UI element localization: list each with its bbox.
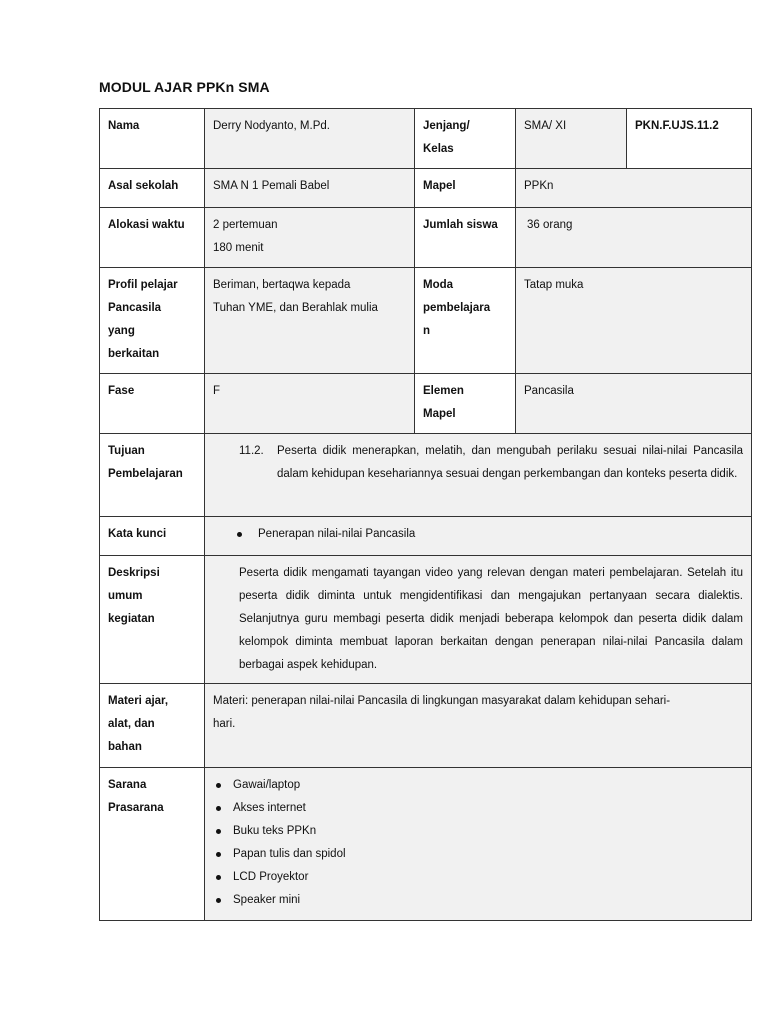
mapel-label: Mapel: [415, 169, 516, 208]
sarana-label: [100, 768, 205, 921]
row-asal: [100, 169, 752, 208]
nama-label: Nama: [100, 109, 205, 169]
moda-value: Tatap muka: [516, 268, 752, 374]
kata-kunci-label: Kata kunci: [100, 517, 205, 556]
alokasi-value-line1: 2 pertemuan: [213, 219, 278, 231]
tujuan-value: [205, 434, 752, 517]
page-title: MODUL AJAR PPKn SMA: [99, 79, 270, 95]
materi-label-line: bahan: [108, 741, 142, 753]
kata-kunci-value: [205, 517, 752, 556]
elemen-label-line1: Elemen: [423, 385, 464, 397]
jenjang-label: [415, 109, 516, 169]
deskripsi-label-line: umum: [108, 590, 143, 602]
materi-text-line1: Materi: penerapan nilai-nilai Pancasila di lingkungan masyarakat dalam kehidupan sehari-: [213, 695, 671, 707]
deskripsi-label-line: kegiatan: [108, 613, 155, 625]
fase-value: F: [205, 374, 415, 434]
profil-value-line1: Beriman, bertaqwa kepada: [213, 279, 351, 291]
profil-label: [100, 268, 205, 374]
deskripsi-label-line: Deskripsi: [108, 567, 160, 579]
tujuan-text: Peserta didik menerapkan, melatih, dan mengubah perilaku sesuai nilai-nilai Pancasila dalam kehidupan kesehariannya sesuai dengan perkembangan dan konteks peserta didik.: [277, 445, 743, 480]
profil-label-line: Pancasila: [108, 302, 162, 314]
sarana-item: Speaker mini: [213, 889, 743, 912]
jumlah-value: [516, 208, 752, 268]
moda-label-line: n: [423, 325, 431, 337]
sarana-label-line1: Sarana: [108, 779, 147, 791]
sarana-item: Akses internet: [213, 797, 743, 820]
jumlah-label: Jumlah siswa: [415, 208, 516, 268]
module-code: PKN.F.UJS.11.2: [627, 109, 752, 169]
profil-value: [205, 268, 415, 374]
sarana-item: Gawai/laptop: [213, 774, 743, 797]
moda-label-line: Moda: [423, 279, 454, 291]
row-fase: [100, 374, 752, 434]
jumlah-value-text: 36 orang: [527, 219, 573, 231]
elemen-value: Pancasila: [516, 374, 752, 434]
alokasi-label: Alokasi waktu: [100, 208, 205, 268]
row-deskripsi: [100, 556, 752, 684]
mapel-value: PPKn: [516, 169, 752, 208]
row-tujuan: [100, 434, 752, 517]
profil-label-line: berkaitan: [108, 348, 160, 360]
elemen-label-line2: Mapel: [423, 408, 456, 420]
deskripsi-label: [100, 556, 205, 684]
tujuan-label-line1: Tujuan: [108, 445, 145, 457]
row-materi: [100, 684, 752, 768]
row-sarana: [100, 768, 752, 921]
modul-table: [99, 108, 752, 921]
sarana-label-line2: Prasarana: [108, 802, 164, 814]
jenjang-value: SMA/ XI: [516, 109, 627, 169]
tujuan-item: [213, 440, 743, 486]
tujuan-label: [100, 434, 205, 517]
materi-value: [205, 684, 752, 768]
deskripsi-value: [205, 556, 752, 684]
kata-kunci-item: Penerapan nilai-nilai Pancasila: [213, 523, 743, 546]
tujuan-label-line2: Pembelajaran: [108, 468, 183, 480]
sarana-list: [213, 774, 743, 912]
alokasi-value-line2: 180 menit: [213, 242, 264, 254]
asal-value: SMA N 1 Pemali Babel: [205, 169, 415, 208]
materi-text-line2: hari.: [213, 718, 236, 730]
row-alokasi: [100, 208, 752, 268]
jenjang-label-line2: Kelas: [423, 143, 454, 155]
moda-label: [415, 268, 516, 374]
row-kata-kunci: [100, 517, 752, 556]
profil-label-line: Profil pelajar: [108, 279, 178, 291]
tujuan-number: 11.2.: [239, 445, 264, 457]
profil-label-line: yang: [108, 325, 135, 337]
nama-value: Derry Nodyanto, M.Pd.: [205, 109, 415, 169]
asal-label: Asal sekolah: [100, 169, 205, 208]
alokasi-value: [205, 208, 415, 268]
sarana-item: Papan tulis dan spidol: [213, 843, 743, 866]
profil-value-line2: Tuhan YME, dan Berahlak mulia: [213, 302, 378, 314]
sarana-item: LCD Proyektor: [213, 866, 743, 889]
elemen-label: [415, 374, 516, 434]
materi-label-line: alat, dan: [108, 718, 155, 730]
materi-label: [100, 684, 205, 768]
sarana-value: [205, 768, 752, 921]
kata-kunci-list: [213, 523, 743, 546]
jenjang-label-line1: Jenjang/: [423, 120, 470, 132]
materi-label-line: Materi ajar,: [108, 695, 169, 707]
row-profil: [100, 268, 752, 374]
deskripsi-text: Peserta didik mengamati tayangan video yang relevan dengan materi pembelajaran. Setelah itu peserta didik diminta untuk mengidentifikasi dan mengajukan pertanyaan secara dialektis. Selanjutnya guru membagi peserta didik menjadi beberapa kelompok dan peserta didik dalam kelompok diminta membuat laporan berkaitan dengan penerapan nilai-nilai Pancasila dalam berbagai aspek kehidupan.: [239, 567, 743, 671]
sarana-item: Buku teks PPKn: [213, 820, 743, 843]
moda-label-line: pembelajara: [423, 302, 491, 314]
fase-label: Fase: [100, 374, 205, 434]
row-nama: [100, 109, 752, 169]
